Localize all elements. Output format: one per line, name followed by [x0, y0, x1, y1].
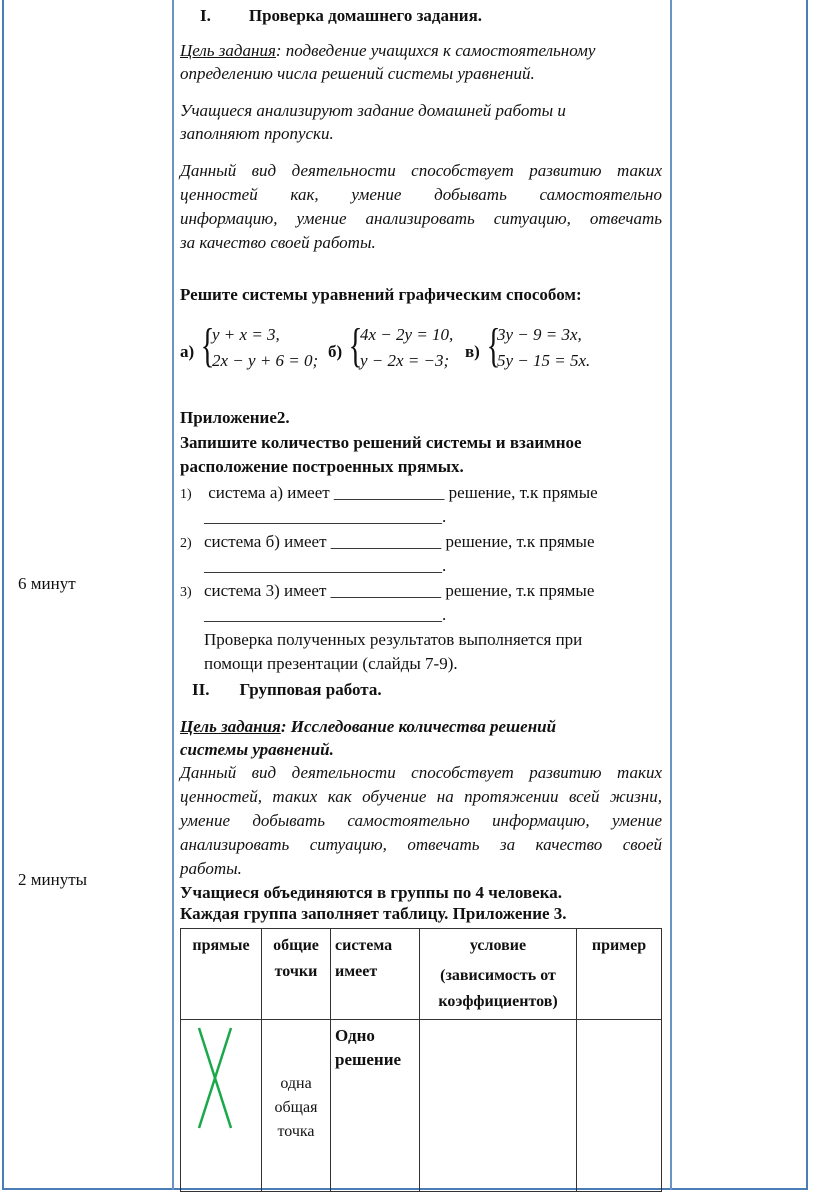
section2-heading: II. Групповая работа. [192, 680, 382, 699]
column-divider [172, 0, 174, 1190]
system-c: 3y − 9 = 3x, 5y − 15 = 5x. [497, 325, 591, 370]
item-1-blank: ____________________________. [204, 507, 447, 526]
values-text: работы. [180, 859, 242, 878]
groups-text: Каждая группа заполняет таблицу. Приложение 3. [180, 904, 567, 923]
system-has-value: Одно решение [331, 1020, 420, 1192]
example-cell[interactable] [577, 1020, 662, 1192]
values-text: за качество своей работы. [180, 233, 376, 252]
section1-goal-line2: определению числа решений системы уравнений. [180, 64, 535, 83]
section2-goal-line2: системы уравнений. [180, 740, 334, 759]
time-2-min: 2 минуты [18, 870, 88, 889]
groups-text: Учащиеся объединяются в группы по 4 человека. [180, 883, 563, 902]
header-common-points: общие точки [262, 929, 331, 1020]
appendix-task: расположение построенных прямых. [180, 457, 464, 476]
students-text: Учащиеся анализируют задание домашней работы и [180, 101, 566, 120]
check-text: Проверка полученных результатов выполняется при [204, 630, 583, 649]
intersecting-lines-cell [181, 1020, 262, 1192]
appendix-task: Запишите количество решений системы и взаимное [180, 433, 582, 452]
values-text: ценностей как, умение добывать самостоятельно [180, 185, 662, 204]
item-2: 2) система б) имеет _____________ решение, т.к прямые [180, 532, 595, 551]
check-text: помощи презентации (слайды 7-9). [204, 654, 458, 673]
values-text: ценностей, таких как обучение на протяжении всей жизни, [180, 787, 662, 806]
appendix-2: Приложение2. [180, 408, 290, 427]
task-heading: Решите системы уравнений графическим способом: [180, 285, 582, 304]
item-1: 1) система а) имеет _____________ решение, т.к прямые [180, 483, 598, 502]
header-condition: условие (зависимость от коэффициентов) [420, 929, 577, 1020]
section2-goal: Цель задания: Исследование количества решений [180, 717, 557, 736]
values-text: умение добывать самостоятельно информацию, умение [180, 811, 662, 830]
system-a: y + x = 3, 2x − y + 6 = 0; [212, 325, 319, 370]
intersecting-lines-icon [185, 1024, 245, 1134]
condition-cell[interactable] [420, 1020, 577, 1192]
system-b-label: б) [328, 342, 343, 361]
brace-icon: { [348, 319, 363, 372]
header-example: пример [577, 929, 662, 1020]
table-header-row [181, 929, 662, 1020]
system-c-label: в) [465, 342, 480, 361]
brace-icon: { [486, 319, 501, 372]
brace-icon: { [200, 319, 215, 372]
item-3: 3) система 3) имеет _____________ решение, т.к прямые [180, 581, 595, 600]
section1-heading: I. Проверка домашнего задания. [200, 6, 483, 25]
values-text: анализировать ситуацию, отвечать за качество своей [180, 835, 662, 854]
time-6-min: 6 минут [18, 574, 76, 593]
appendix-3-table [180, 928, 662, 1192]
values-text: информацию, умение анализировать ситуацию, отвечать [180, 209, 662, 228]
header-system-has: система имеет [331, 929, 420, 1020]
item-3-blank: ____________________________. [204, 605, 447, 624]
students-text: заполняют пропуски. [180, 124, 334, 143]
values-text: Данный вид деятельности способствует развитию таких [180, 161, 662, 180]
section1-goal: Цель задания: подведение учащихся к самостоятельному [180, 41, 596, 60]
system-b: 4x − 2y = 10, y − 2x = −3; [360, 325, 454, 370]
header-lines: прямые [181, 929, 262, 1020]
table-row [181, 1020, 662, 1192]
values-text: Данный вид деятельности способствует развитию таких [180, 763, 662, 782]
item-2-blank: ____________________________. [204, 556, 447, 575]
column-divider [670, 0, 672, 1190]
system-a-label: а) [180, 342, 195, 361]
common-points-value: одна общая точка [262, 1020, 331, 1192]
